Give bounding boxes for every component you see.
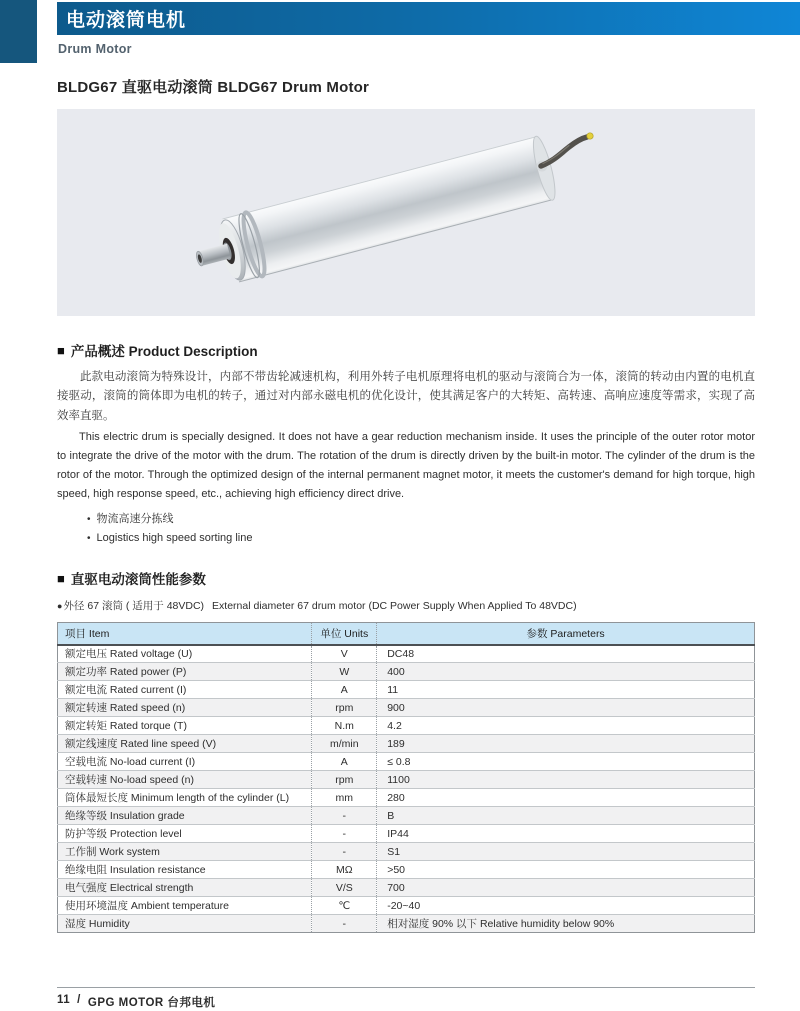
parameters-cell: 900: [377, 699, 755, 717]
column-header-item: 项目 Item: [58, 623, 312, 645]
footer-brand: GPG MOTOR 台邦电机: [87, 997, 216, 1009]
list-item: [87, 529, 755, 549]
item-cell: 筒体最短长度 Minimum length of the cylinder (L): [58, 789, 312, 807]
item-cell: 湿度 Humidity: [65, 918, 130, 931]
units-cell: V: [312, 645, 377, 663]
item-cell: 工作制 Work system: [58, 843, 312, 861]
section-product-description: [57, 340, 755, 549]
item-cell: 电气强度 Electrical strength: [58, 879, 312, 897]
units-cell: MΩ: [312, 861, 377, 879]
column-header-parameters: 参数 Parameters: [377, 623, 755, 645]
table-row: [58, 735, 755, 753]
header-corner-block: [0, 0, 37, 63]
parameters-cell: >50: [377, 861, 755, 879]
parameters-cell: 4.2: [377, 717, 755, 735]
table-row: [58, 843, 755, 861]
units-cell: A: [312, 753, 377, 771]
parameters-cell: 11: [377, 681, 755, 699]
spec-table: [57, 622, 755, 933]
item-cell: 防护等级 Protection level: [58, 825, 312, 843]
units-cell: -: [312, 825, 377, 843]
content-column: [57, 76, 755, 933]
units-cell: N.m: [312, 717, 377, 735]
footer-separator: /: [77, 994, 81, 1006]
spec-table-body: [58, 645, 755, 933]
page-footer: [57, 987, 755, 1010]
units-cell: -: [312, 915, 377, 933]
table-row: [58, 663, 755, 681]
item-cell: 额定转矩 Rated torque (T): [58, 717, 312, 735]
cable-tip: [587, 133, 593, 139]
parameters-cell: ≤ 0.8: [377, 753, 755, 771]
item-cell: 空载电流 No-load current (I): [58, 753, 312, 771]
parameters-cell: 1100: [377, 771, 755, 789]
parameters-cell: 700: [377, 879, 755, 897]
application-list: [87, 510, 755, 550]
table-row: [58, 825, 755, 843]
dot-icon: ●: [57, 601, 63, 612]
bullet-icon: •: [87, 513, 91, 525]
item-cell: 额定电压 Rated voltage (U): [58, 645, 312, 663]
table-row: [58, 699, 755, 717]
page-number: 11: [57, 994, 71, 1006]
description-paragraph-en: This electric drum is specially designed. It does not have a gear reduction mechanism inside. It uses the principle of the outer rotor motor to integrate the drive of the motor with the drum. The rotation of the drum is directly driven by the built-in motor. The cylinder of the drum is the rotor of the motor. Through the optimized design of the internal permanent magnet motor, it meets the customer's demand for high torque, high speed, high response speed, etc., achieving high efficiency direct drive.: [57, 430, 755, 500]
drum-motor-illustration: [57, 109, 755, 316]
table-row: [58, 681, 755, 699]
section-marker-icon: ■: [57, 570, 65, 586]
table-row: [58, 645, 755, 663]
table-row: [58, 915, 755, 933]
units-cell: V/S: [312, 879, 377, 897]
column-header-units: 单位 Units: [312, 623, 377, 645]
item-cell: 额定转速 Rated speed (n): [58, 699, 312, 717]
page-header-bar: [57, 2, 800, 35]
units-cell: rpm: [312, 771, 377, 789]
units-cell: A: [312, 681, 377, 699]
section-heading-specs: [57, 568, 755, 588]
spec-table-head: [58, 623, 755, 645]
product-image: [57, 109, 755, 316]
section-heading-text: 产品概述 Product Description: [70, 344, 258, 359]
item-cell: 额定电流 Rated current (I): [58, 681, 312, 699]
table-row: [58, 771, 755, 789]
units-cell: rpm: [312, 699, 377, 717]
table-row: [58, 753, 755, 771]
parameters-cell: S1: [377, 843, 755, 861]
model-heading: BLDG67 直驱电动滚筒 BLDG67 Drum Motor: [57, 79, 370, 96]
spec-subtitle-cn: 外径 67 滚筒 ( 适用于 48VDC): [63, 600, 205, 613]
parameters-cell: 280: [377, 789, 755, 807]
table-row: [58, 717, 755, 735]
parameters-cell: 189: [377, 735, 755, 753]
header-row: [58, 623, 755, 645]
list-item-text: Logistics high speed sorting line: [96, 532, 253, 545]
description-paragraph-cn: 此款电动滚筒为特殊设计，内部不带齿轮减速机构，利用外转子电机原理将电机的驱动与滚筒合为一体，滚筒的转动由内置的电机直接驱动，滚筒的筒体即为电机的转子，通过对内部永磁电机的优化设计，使其满足客户的大转矩、高转速、高响应速度等需求，实现了高效率直驱。: [57, 371, 755, 422]
parameters-cell: -20~40: [377, 897, 755, 915]
parameters-cell: IP44: [377, 825, 755, 843]
item-cell: 额定线速度 Rated line speed (V): [58, 735, 312, 753]
spec-table-subtitle: [57, 598, 755, 613]
bullet-icon: •: [87, 533, 91, 545]
page-title: 电动滚筒电机: [66, 10, 187, 31]
table-row: [58, 861, 755, 879]
table-row: [58, 879, 755, 897]
page-subtitle: Drum Motor: [58, 42, 132, 56]
parameters-cell: 相对湿度 90% 以下 Relative humidity below 90%: [377, 915, 755, 933]
units-cell: mm: [312, 789, 377, 807]
units-cell: m/min: [312, 735, 377, 753]
units-cell: -: [312, 807, 377, 825]
table-row: [58, 807, 755, 825]
item-cell: 额定功率 Rated power (P): [58, 663, 312, 681]
section-heading-description: [57, 340, 755, 360]
units-cell: -: [312, 843, 377, 861]
item-cell: 绝缘等级 Insulation grade: [58, 807, 312, 825]
parameters-cell: DC48: [377, 645, 755, 663]
table-row: [58, 897, 755, 915]
list-item-text: 物流高速分拣线: [96, 512, 174, 525]
units-cell: ℃: [312, 897, 377, 915]
item-cell: 使用环境温度 Ambient temperature: [58, 897, 312, 915]
list-item: [87, 510, 755, 530]
section-performance-parameters: [57, 568, 755, 933]
parameters-cell: 400: [377, 663, 755, 681]
item-cell: 空载转速 No-load speed (n): [58, 771, 312, 789]
section-heading-text: 直驱电动滚筒性能参数: [70, 572, 206, 588]
section-marker-icon: ■: [57, 342, 65, 358]
item-cell: 绝缘电阻 Insulation resistance: [58, 861, 312, 879]
units-cell: W: [312, 663, 377, 681]
spec-subtitle-en: External diameter 67 drum motor (DC Power Supply When Applied To 48VDC): [212, 600, 577, 613]
parameters-cell: B: [377, 807, 755, 825]
table-row: [58, 789, 755, 807]
